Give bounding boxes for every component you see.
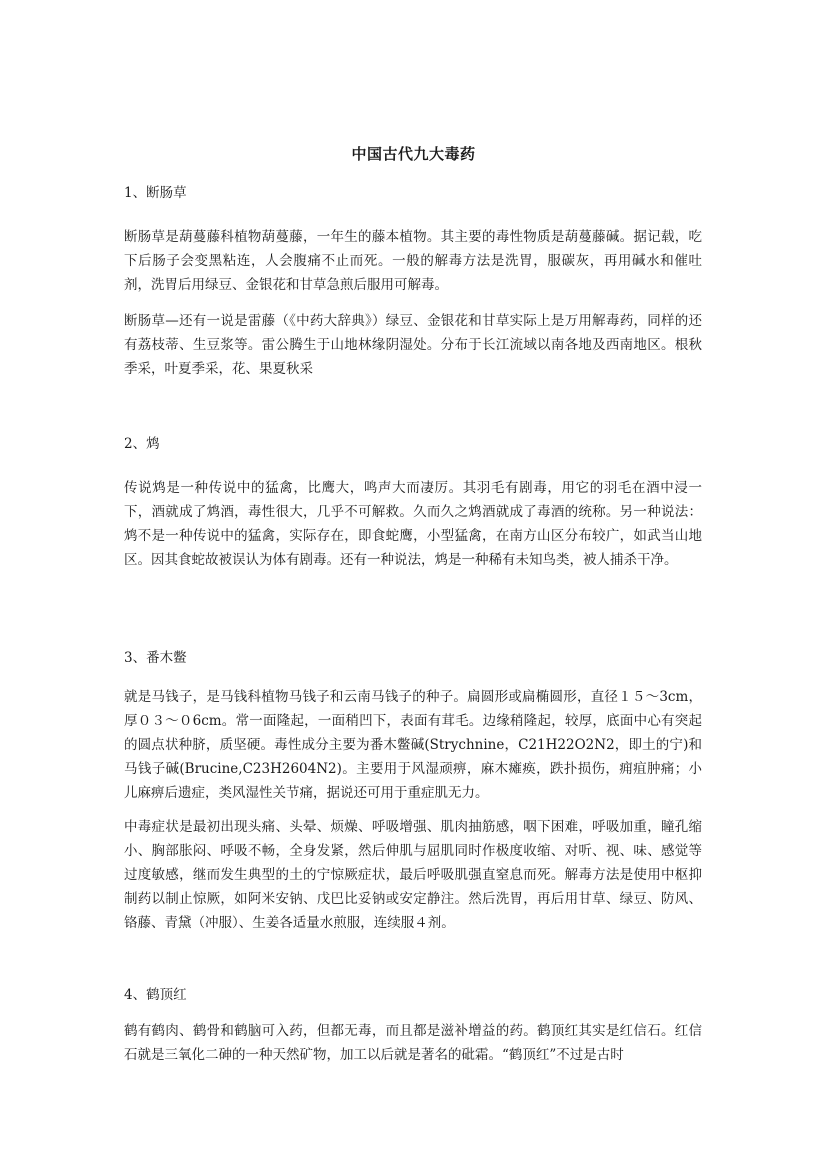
section-heading-2: 2、鸩 xyxy=(124,436,160,452)
section-3-paragraph-2: 中毒症状是最初出现头痛、头晕、烦燥、呼吸增强、肌肉抽筋感，咽下困难，呼吸加重，瞳孔缩小、胸部胀闷、呼吸不畅，全身发紧，然后伸肌与屈肌同时作极度收缩、对听、视、味、感觉等过度敏感，继而发生典型的土的宁惊厥症状，最后呼吸肌强直窒息而死。解毒方法是使用中枢抑制药以制止惊厥，如阿米安钠、戊巴比妥钠或安定静注。然后洗胃，再后用甘草、绿豆、防风、铬藤、青黛（冲服）、生姜各适量水煎服，连续服４剂。 xyxy=(124,819,702,931)
section-heading-1: 1、断肠草 xyxy=(124,185,187,201)
section-3-paragraph-1: 就是马钱子，是马钱科植物马钱子和云南马钱子的种子。扁圆形或扁椭圆形，直径１５～3cm，厚０３～０6cm。常一面隆起，一面稍凹下，表面有茸毛。边缘稍隆起，较厚，底面中心有突起的圆点状种脐，质坚硬。毒性成分主要为番木鳖碱(Strychnine，C21H22O2N2，即土的宁)和马钱子碱(Brucine,C23H2604N2)。主要用于风湿顽痹，麻木瘫痪，跌扑损伤，痈疽肿痛；小儿麻痹后遗症，类风湿性关节痛，据说还可用于重症肌无力。 xyxy=(124,689,702,801)
document-title: 中国古代九大毒药 xyxy=(351,145,476,163)
section-heading-4: 4、鹤顶红 xyxy=(124,987,187,1003)
section-2-paragraph-1: 传说鸩是一种传说中的猛禽，比鹰大，鸣声大而凄厉。其羽毛有剧毒，用它的羽毛在酒中浸一下，酒就成了鸩酒，毒性很大，几乎不可解救。久而久之鸩酒就成了毒酒的统称。另一种说法：鸩不是一种传说中的猛禽，实际存在，即食蛇鹰，小型猛禽，在南方山区分布较广，如武当山地区。因其食蛇故被误认为体有剧毒。还有一种说法，鸩是一种稀有未知鸟类，被人捕杀干净。 xyxy=(124,480,702,568)
section-1-paragraph-2: 断肠草—还有一说是雷藤（《中药大辞典》）绿豆、金银花和甘草实际上是万用解毒药，同样的还有荔枝蒂、生豆浆等。雷公腾生于山地林缘阴湿处。分布于长江流域以南各地及西南地区。根秋季采，叶夏季采，花、果夏秋采 xyxy=(124,313,702,377)
section-heading-3: 3、番木鳖 xyxy=(124,650,187,666)
section-1-paragraph-1: 断肠草是葫蔓藤科植物葫蔓藤，一年生的藤本植物。其主要的毒性物质是葫蔓藤碱。据记载，吃下后肠子会变黑粘连，人会腹痛不止而死。一般的解毒方法是洗胃，服碳灰，再用碱水和催吐剂，洗胃后用绿豆、金银花和甘草急煎后服用可解毒。 xyxy=(124,229,702,293)
section-4-paragraph-1: 鹤有鹤肉、鹤骨和鹤脑可入药，但都无毒，而且都是滋补增益的药。鹤顶红其实是红信石。红信石就是三氧化二砷的一种天然矿物，加工以后就是著名的砒霜。“鹤顶红”不过是古时 xyxy=(124,1023,702,1063)
